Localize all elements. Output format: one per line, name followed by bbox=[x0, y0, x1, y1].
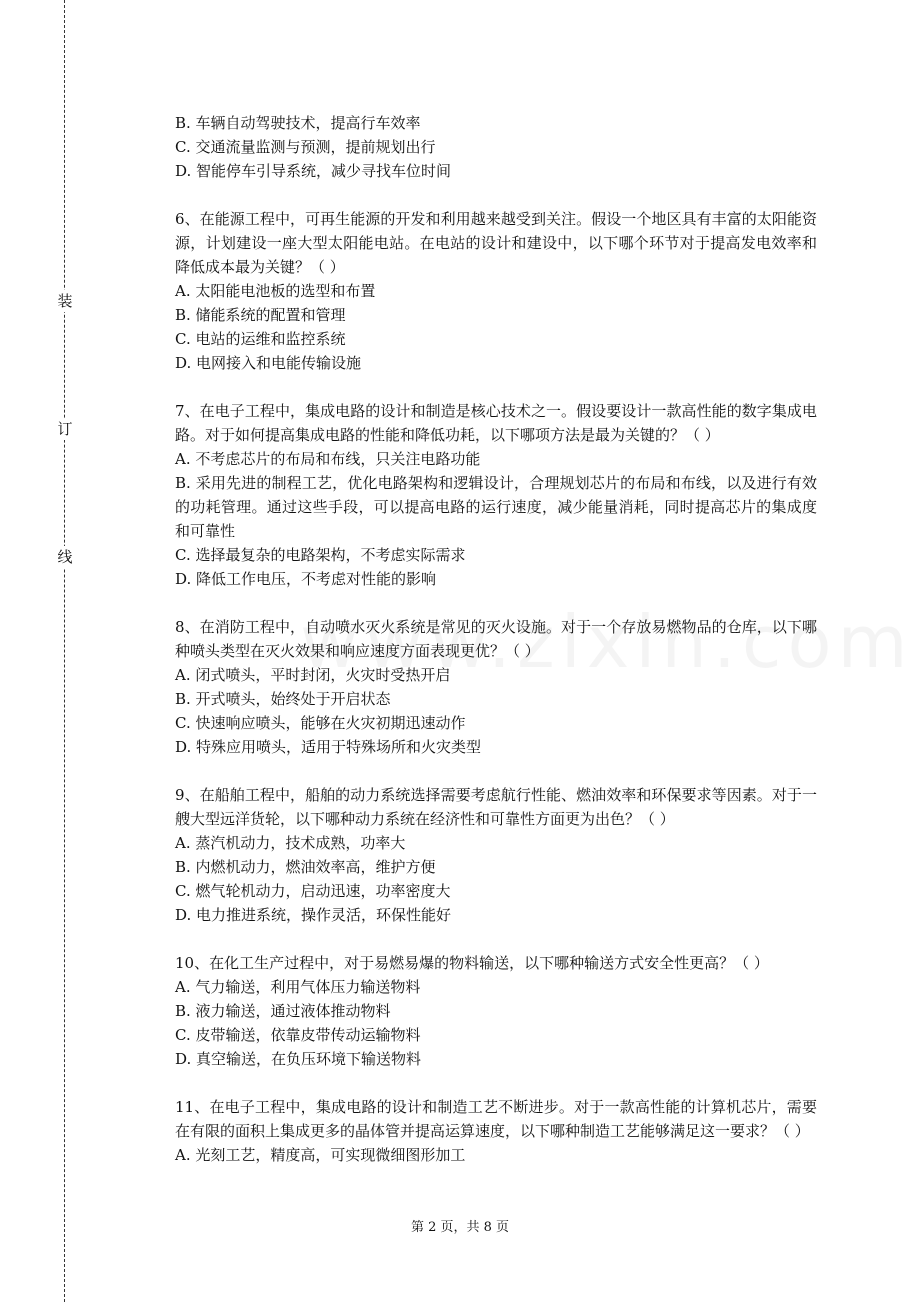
question-stem: 6、在能源工程中，可再生能源的开发和利用越来越受到关注。假设一个地区具有丰富的太阳能资源，计划建设一座大型太阳能电站。在电站的设计和建设中，以下哪个环节对于提高发电效率和降低成本最为关键？（ ） bbox=[175, 210, 817, 276]
option-d: D. 电网接入和电能传输设施 bbox=[175, 354, 362, 372]
page-number-footer: 第 2 页，共 8 页 bbox=[410, 1220, 510, 1235]
option-b: B. 液力输送，通过液体推动物料 bbox=[175, 1002, 391, 1020]
question-6 bbox=[175, 207, 817, 375]
option-a: A. 不考虑芯片的布局和布线，只关注电路功能 bbox=[175, 450, 481, 468]
option-d: D. 电力推进系统，操作灵活，环保性能好 bbox=[175, 906, 452, 924]
option-d: D. 真空输送，在负压环境下输送物料 bbox=[175, 1050, 422, 1068]
option-c: C. 皮带输送，依靠皮带传动运输物料 bbox=[175, 1026, 421, 1044]
option-c: C. 燃气轮机动力，启动迅速，功率密度大 bbox=[175, 882, 451, 900]
lead-options bbox=[175, 111, 817, 183]
option-a: A. 太阳能电池板的选型和布置 bbox=[175, 282, 376, 300]
option-a: A. 蒸汽机动力，技术成熟，功率大 bbox=[175, 834, 406, 852]
binding-char-xian: 线 bbox=[55, 546, 75, 568]
option-b: B. 开式喷头，始终处于开启状态 bbox=[175, 690, 391, 708]
question-content bbox=[175, 111, 817, 1167]
option-b: B. 车辆自动驾驶技术，提高行车效率 bbox=[175, 114, 421, 132]
question-10 bbox=[175, 951, 817, 1071]
option-d: D. 特殊应用喷头，适用于特殊场所和火灾类型 bbox=[175, 738, 482, 756]
option-c: C. 选择最复杂的电路架构，不考虑实际需求 bbox=[175, 546, 466, 564]
option-a: A. 光刻工艺，精度高，可实现微细图形加工 bbox=[175, 1146, 466, 1164]
option-c: C. 快速响应喷头，能够在火灾初期迅速动作 bbox=[175, 714, 466, 732]
option-a: A. 气力输送，利用气体压力输送物料 bbox=[175, 978, 421, 996]
option-c: C. 交通流量监测与预测，提前规划出行 bbox=[175, 138, 436, 156]
option-c: C. 电站的运维和监控系统 bbox=[175, 330, 346, 348]
option-d: D. 智能停车引导系统，减少寻找车位时间 bbox=[175, 162, 452, 180]
question-stem: 7、在电子工程中，集成电路的设计和制造是核心技术之一。假设要设计一款高性能的数字集成电路。对于如何提高集成电路的性能和降低功耗，以下哪项方法是最为关键的？（ ） bbox=[175, 402, 817, 444]
option-d: D. 降低工作电压，不考虑对性能的影响 bbox=[175, 570, 437, 588]
question-11 bbox=[175, 1095, 817, 1167]
question-stem: 9、在船舶工程中，船舶的动力系统选择需要考虑航行性能、燃油效率和环保要求等因素。对于一艘大型远洋货轮，以下哪种动力系统在经济性和可靠性方面更为出色？（ ） bbox=[175, 786, 817, 828]
question-8 bbox=[175, 615, 817, 759]
option-b: B. 内燃机动力，燃油效率高，维护方便 bbox=[175, 858, 436, 876]
option-b: B. 采用先进的制程工艺，优化电路架构和逻辑设计，合理规划芯片的布局和布线，以及进行有效的功耗管理。通过这些手段，可以提高电路的运行速度，减少能量消耗，同时提高芯片的集成度和可靠性 bbox=[175, 474, 817, 540]
binding-char-zhuang: 装 bbox=[55, 290, 75, 312]
question-7 bbox=[175, 399, 817, 591]
option-a: A. 闭式喷头，平时封闭，火灾时受热开启 bbox=[175, 666, 451, 684]
question-stem: 11、在电子工程中，集成电路的设计和制造工艺不断进步。对于一款高性能的计算机芯片，需要在有限的面积上集成更多的晶体管并提高运算速度，以下哪种制造工艺能够满足这一要求？（ ） bbox=[175, 1098, 817, 1140]
question-9 bbox=[175, 783, 817, 927]
binding-char-ding: 订 bbox=[55, 418, 75, 440]
question-stem: 10、在化工生产过程中，对于易燃易爆的物料输送，以下哪种输送方式安全性更高？（ ） bbox=[175, 954, 769, 972]
binding-dashed-line bbox=[64, 0, 65, 1302]
option-b: B. 储能系统的配置和管理 bbox=[175, 306, 346, 324]
question-stem: 8、在消防工程中，自动喷水灭火系统是常见的灭火设施。对于一个存放易燃物品的仓库，以下哪种喷头类型在灭火效果和响应速度方面表现更优？（ ） bbox=[175, 618, 817, 660]
